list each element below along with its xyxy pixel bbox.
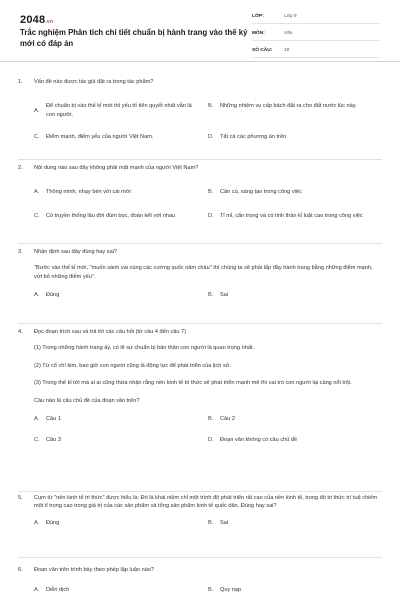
option-b[interactable]: B. Sai [208,292,229,299]
passage-sentence-1: (1) Trong những hành trang ấy, có lẽ sự chuẩn bị bản thân con người là quan trọng nhất. [34,345,255,352]
question-text: Nội dung nào sau đây không phải mặt mạnh của người Việt Nam? [34,165,199,171]
meta-class-label: LỚP: [252,14,264,19]
meta-subject-label: MÔN: [252,31,265,36]
meta-count-label: SỐ CÂU: [252,48,273,53]
option-c[interactable]: C. Câu 3 [34,437,61,444]
meta-class-value: Lớp 9 [284,14,297,19]
option-d[interactable]: D. Tất cả các phương án trên [208,134,287,141]
question-number: 3. [18,249,23,255]
meta-class-row [252,10,380,24]
meta-subject-value: Văn [284,31,293,36]
option-b[interactable]: B. Cần cù, sáng tạo trong công việc [208,189,302,196]
quote-passage: "Bước vào thế kỉ mới, "muốn sánh vai cùng các cường quốc năm châu" thì chúng ta sẽ phải lấp đầy hành trang bằng những điểm mạnh, vứt bỏ những điểm yếu". [34,265,373,280]
meta-count-value: 10 [284,48,290,53]
option-c[interactable]: C. Có truyền thống lâu đời đùm bọc, đoàn kết với nhau [34,213,176,220]
question-text: Đọc đoạn trích sau và trả lời các câu hỏi (từ câu 4 đến câu 7) [34,329,186,335]
option-a[interactable]: A. Để chuẩn bị vào thế kỉ mới thì yếu tố tiên quyết nhất vẫn là con người. [34,103,192,118]
page-title: Trắc nghiệm Phân tích chi tiết chuẩn bị hành trang vào thế kỷ mới có đáp án [20,28,248,48]
quiz-meta [252,10,380,61]
option-d[interactable]: D. Đoạn văn không có câu chủ đề [208,437,298,444]
meta-subject-row [252,27,380,41]
question-2 [18,164,382,244]
question-number: 4. [18,329,23,335]
question-number: 5. [18,495,23,501]
option-b[interactable]: B. Câu 2 [208,416,235,423]
question-text: Đoạn văn trên trình bày theo phép lập luận nào? [34,567,155,573]
sub-question: Câu nào là câu chủ đề của đoạn văn trên? [34,397,140,404]
question-4 [18,328,382,492]
question-text: Cụm từ "nền kinh tế tri thức" được hiểu là: Đó là khái niệm chỉ một trình độ phát triển rất cao của nền kinh tế, trong đó tri thức trí tuệ chiếm một tỉ trọng cao trong giá trị của các sản phẩm và tổng sản phẩm kinh tế quốc dân. Đúng hay sai? [34,495,378,510]
question-number: 6. [18,567,23,573]
option-d[interactable]: D. Tỉ mỉ, cẩn trọng và có tinh thần kỉ luật cao trong công việc [208,213,363,220]
site-logo[interactable]: 2048.vn [20,14,54,26]
option-b[interactable]: B. Quy nạp [208,587,242,594]
question-text: Nhận định sau đây đúng hay sai? [34,249,118,255]
question-text: Vấn đề nào được tác giả đặt ra trong tác phẩm? [34,79,154,85]
question-6 [18,566,382,600]
option-a[interactable]: A. Diễn dịch [34,587,70,594]
option-c[interactable]: C. Điểm mạnh, điểm yếu của người Việt Nam. [34,134,154,141]
option-a[interactable]: A. Thông minh, nhạy bén với cái mới [34,189,131,196]
question-number: 2. [18,165,23,171]
option-a[interactable]: A. Đúng [34,292,60,299]
question-5 [18,494,382,558]
passage-sentence-2: (2) Từ cổ chí kim, bao giờ con người cũng là động lực để phát triển của lịch sử. [34,362,231,369]
passage-sentence-3: (3) Trong thế kỉ tới mà ai ai cũng thừa nhận rằng nền kinh tế tri thức sẽ phát triển mạnh mẽ thì vai trò con người lại càng nổi trội. [34,380,352,387]
page-header [0,0,400,62]
option-b[interactable]: B. Sai [208,519,229,526]
question-3 [18,248,382,324]
option-a[interactable]: A. Đúng [34,519,60,526]
option-a[interactable]: A. Câu 1 [34,416,61,423]
question-number: 1. [18,79,23,85]
question-1 [18,78,382,160]
meta-count-row [252,44,380,58]
option-b[interactable]: B. Những nhiệm vụ cấp bách đặt ra cho đất nước lúc này. [208,103,357,110]
